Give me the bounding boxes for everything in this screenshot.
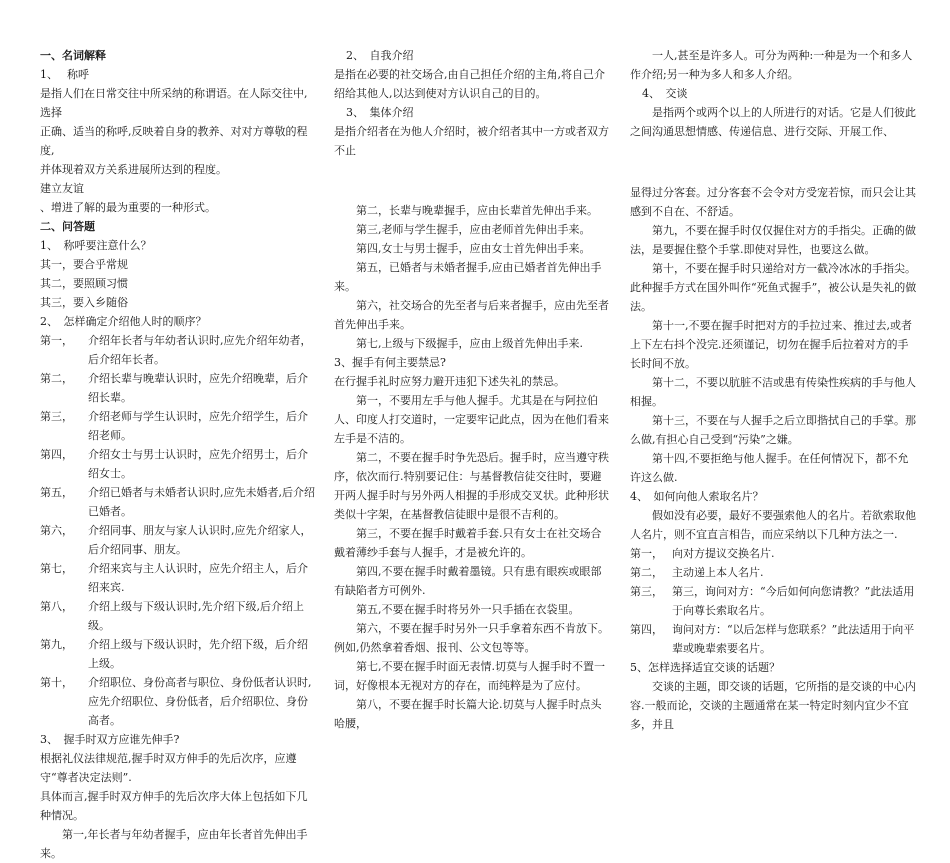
text-line: 2、 自我介绍 xyxy=(346,49,414,62)
list-text: 介绍上级与下级认识时，先介绍下级，后介绍上级。 xyxy=(88,638,308,670)
text-line xyxy=(630,563,918,582)
text-line: 1、 称呼要注意什么？ xyxy=(40,239,152,252)
list-label: 第一， xyxy=(40,334,73,347)
text-line xyxy=(40,521,318,559)
text-line: 具体而言,握手时双方伸手的先后次序大体上包括如下几种情况。 xyxy=(40,790,308,822)
text-line: 其二，要照顾习惯 xyxy=(40,277,128,290)
text-line: 第七,不要在握手时面无表情.切莫与人握手时不置一词，好像根本无视对方的存在，而纯粹是为了应付。 xyxy=(334,660,605,692)
list-text: 介绍老师与学生认识时，应先介绍学生，后介绍老师。 xyxy=(88,410,308,442)
text-line xyxy=(40,407,318,445)
right-top-section xyxy=(630,46,918,141)
list-label: 第四， xyxy=(40,448,73,461)
text-line: 第九，不要在握手时仅仅握住对方的手指尖。正确的做法，是要握住整个手掌.即使对异性，也要这么做。 xyxy=(630,224,916,256)
text-line: 第八，不要在握手时长篇大论.切莫与人握手时点头哈腰， xyxy=(334,698,602,730)
list-text: 介绍上级与下级认识时,先介绍下级,后介绍上级。 xyxy=(88,600,304,632)
list-text: 介绍同事、朋友与家人认识时,应先介绍家人，后介绍同事、朋友。 xyxy=(88,524,312,556)
list-text: 第三，询问对方：“今后如何向您请教？”此法适用于向尊长索取名片。 xyxy=(672,585,915,617)
text-line: 第一，不要用左手与他人握手。尤其是在与阿拉伯人、印度人打交道时，一定要牢记此点，因为在他们看来左手是不洁的。 xyxy=(334,394,609,445)
right-bottom-section xyxy=(630,183,918,734)
list-label: 第五， xyxy=(40,486,73,499)
text-line xyxy=(630,582,918,620)
text-line: 第十，不要在握手时只递给对方一截冷冰冰的手指尖。此种握手方式在国外叫作“死鱼式握手”，被公认是失礼的做法。 xyxy=(630,262,917,313)
text-line: 其一，要合乎常规 xyxy=(40,258,128,271)
text-line: 3、 集体介绍 xyxy=(346,106,414,119)
text-line xyxy=(40,331,318,369)
section-heading: 一、名词解释 xyxy=(40,49,106,62)
list-label: 第二， xyxy=(630,566,663,579)
text-line: 第一,年长者与年幼者握手，应由年长者首先伸出手来。 xyxy=(40,828,308,860)
list-text: 介绍长辈与晚辈认识时，应先介绍晚辈，后介绍长辈。 xyxy=(88,372,308,404)
text-line: 第十一,不要在握手时把对方的手拉过来、推过去,或者上下左右抖个没完.还须谨记，切勿在握手后拉着对方的手长时间不放。 xyxy=(630,319,912,370)
text-line: 3、 握手时双方应谁先伸手? xyxy=(40,733,180,746)
list-label: 第十， xyxy=(40,676,73,689)
text-line: 第四,不要在握手时戴着墨镜。只有患有眼疾或眼部有缺陷者方可例外. xyxy=(334,565,602,597)
list-text: 介绍已婚者与未婚者认识时,应先未婚者,后介绍已婚者。 xyxy=(88,486,315,518)
text-line: 并体现着双方关系进展所达到的程度。 xyxy=(40,163,227,176)
list-label: 第六， xyxy=(40,524,73,537)
list-label: 第二， xyxy=(40,372,73,385)
list-text: 介绍女士与男士认识时，应先介绍男士，后介绍女士。 xyxy=(88,448,308,480)
text-line: 是指人们在日常交往中所采纳的称谓语。在人际交往中,选择 xyxy=(40,87,308,119)
text-line: 第五,不要在握手时将另外一只手插在衣袋里。 xyxy=(356,603,580,616)
text-line: 第四,女士与男士握手，应由女士首先伸出手来。 xyxy=(356,242,591,255)
text-line: 是指在必要的社交场合,由自己担任介绍的主角,将自己介绍给其他人,以达到使对方认识自己的目的。 xyxy=(334,68,605,100)
text-line: 在行握手礼时应努力避开违犯下述失礼的禁忌。 xyxy=(334,375,565,388)
text-line: 正确、适当的称呼,反映着自身的教养、对对方尊敬的程度, xyxy=(40,125,308,157)
middle-top-section xyxy=(334,46,610,160)
text-line: 1、 称呼 xyxy=(40,68,89,81)
list-text: 介绍年长者与年幼者认识时,应先介绍年幼者，后介绍年长者。 xyxy=(88,334,312,366)
text-line xyxy=(630,544,918,563)
text-line xyxy=(40,445,318,483)
text-line: 、增进了解的最为重要的一种形式。 xyxy=(40,201,216,214)
text-line: 交谈的主题，即交谈的话题，它所指的是交谈的中心内容.一般而论，交谈的主题通常在某一特定时刻内宜少不宜多，并且 xyxy=(630,680,916,731)
text-line: 其三，要入乡随俗 xyxy=(40,296,128,309)
list-label: 第三， xyxy=(40,410,73,423)
text-line xyxy=(40,635,318,673)
text-line: 第六，不要在握手时另外一只手拿着东西不肯放下。例如,仍然拿着香烟、报刊、公文包等等。 xyxy=(334,622,609,654)
text-line: 一人,甚至是许多人。可分为两种:一种是为一个和多人作介绍;另一种为多人和多人介绍。 xyxy=(630,49,913,81)
list-label: 第四， xyxy=(630,623,663,636)
list-label: 第七， xyxy=(40,562,73,575)
text-line: 第二，长辈与晚辈握手，应由长辈首先伸出手来。 xyxy=(356,204,598,217)
list-text: 询问对方：“以后怎样与您联系？”此法适用于向平辈或晚辈索要名片。 xyxy=(672,623,915,655)
list-text: 介绍来宾与主人认识时，应先介绍主人，后介绍来宾. xyxy=(88,562,308,594)
section-heading: 二、问答题 xyxy=(40,220,95,233)
text-line xyxy=(40,673,318,730)
text-line: 建立友谊 xyxy=(40,182,84,195)
text-line: 2、 怎样确定介绍他人时的顺序？ xyxy=(40,315,207,328)
column-left xyxy=(40,46,318,863)
text-line: 3、握手有何主要禁忌? xyxy=(334,356,446,369)
text-line: 第十三，不要在与人握手之后立即揩拭自己的手掌。那么做,有担心自己受到“污染”之嫌。 xyxy=(630,414,916,446)
text-line: 第十二，不要以肮脏不洁或患有传染性疾病的手与他人相握。 xyxy=(630,376,916,408)
list-text: 向对方提议交换名片. xyxy=(672,547,775,560)
text-line: 根据礼仪法律规范,握手时双方伸手的先后次序，应遵守“尊者决定法则”. xyxy=(40,752,297,784)
text-line: 第十四,不要拒绝与他人握手。在任何情况下，都不允许这么做. xyxy=(630,452,909,484)
list-text: 介绍职位、身份高者与职位、身份低者认识时,应先介绍职位、身份低者，后介绍职位、身份高者。 xyxy=(88,676,312,727)
text-line: 是指两个或两个以上的人所进行的对话。它是人们彼此之间沟通思想情感、传递信息、进行交际、开展工作、 xyxy=(630,106,916,138)
text-line: 4、 交谈 xyxy=(642,87,688,100)
text-line xyxy=(40,559,318,597)
column-middle xyxy=(334,46,610,733)
text-line: 第二，不要在握手时争先恐后。握手时，应当遵守秩序，依次而行.特别要记住：与基督教信徒交往时，要避开两人握手时与另外两人相握的手形成交叉状。此种形状类似十字架，在基督教信徒眼中是很不吉利的。 xyxy=(334,451,609,521)
list-label: 第一， xyxy=(630,547,663,560)
text-line xyxy=(40,597,318,635)
text-line: 第三,老师与学生握手，应由老师首先伸出手来。 xyxy=(356,223,591,236)
text-line: 第六，社交场合的先至者与后来者握手，应由先至者首先伸出手来。 xyxy=(334,299,609,331)
middle-bottom-section xyxy=(334,201,610,733)
column-right xyxy=(630,46,918,734)
list-label: 第八， xyxy=(40,600,73,613)
text-line xyxy=(40,369,318,407)
text-line: 是指介绍者在为他人介绍时，被介绍者其中一方或者双方不止 xyxy=(334,125,609,157)
text-line: 假如没有必要，最好不要强索他人的名片。若欲索取他人名片，则不宜直言相告，而应采纳以下几种方法之一. xyxy=(630,509,916,541)
text-line: 显得过分客套。过分客套不会令对方受宠若惊，而只会让其感到不自在、不舒适。 xyxy=(630,186,916,218)
text-line xyxy=(40,483,318,521)
section-gap xyxy=(334,160,610,201)
text-line: 4、 如何向他人索取名片？ xyxy=(630,490,764,503)
text-line: 第七,上级与下级握手，应由上级首先伸出手来. xyxy=(356,337,583,350)
section-gap xyxy=(630,141,918,183)
text-line: 第五，已婚者与未婚者握手,应由已婚者首先伸出手来。 xyxy=(334,261,602,293)
text-line xyxy=(630,620,918,658)
list-label: 第九， xyxy=(40,638,73,651)
text-line: 第三，不要在握手时戴着手套.只有女士在社交场合戴着薄纱手套与人握手，才是被允许的。 xyxy=(334,527,602,559)
list-text: 主动递上本人名片. xyxy=(672,566,764,579)
text-line: 5、怎样选择适宜交谈的话题？ xyxy=(630,661,780,674)
list-label: 第三， xyxy=(630,585,663,598)
